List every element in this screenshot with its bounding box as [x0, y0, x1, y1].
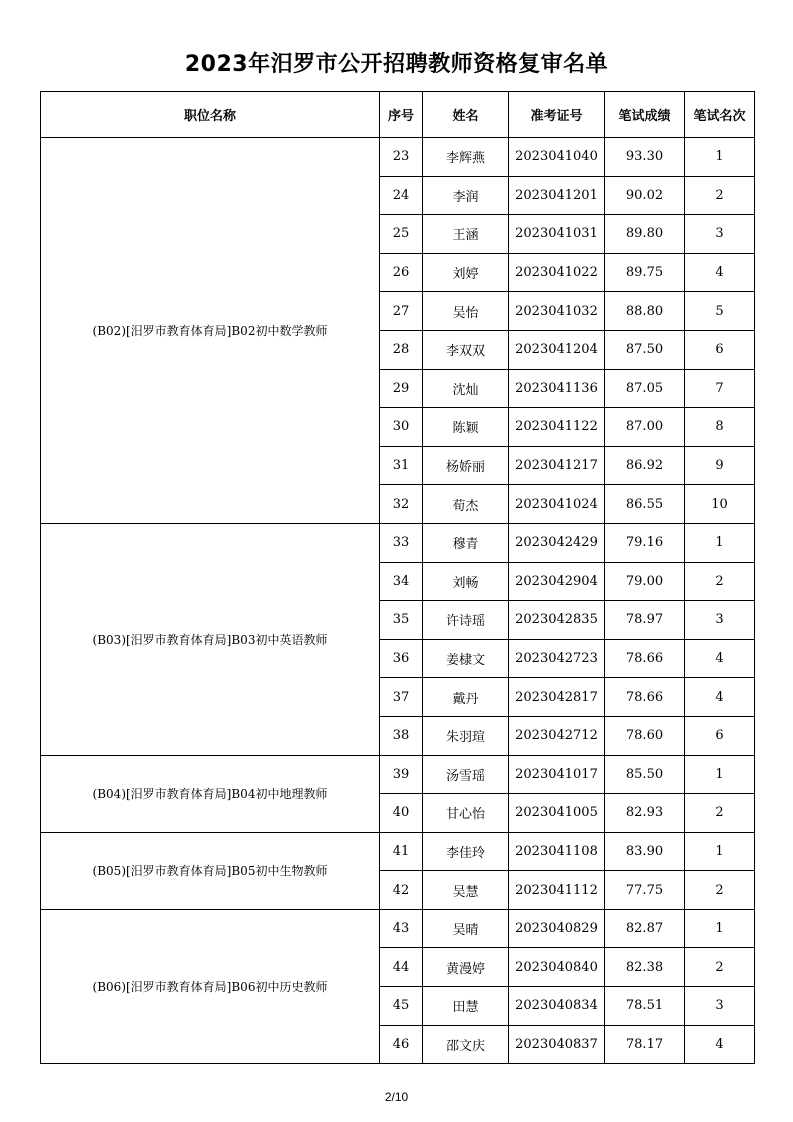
cell-seq: 43 [380, 909, 423, 948]
cell-ticket: 2023041031 [509, 215, 605, 254]
cell-rank: 1 [685, 523, 755, 562]
cell-rank: 1 [685, 909, 755, 948]
cell-score: 85.50 [605, 755, 685, 794]
cell-name: 李辉燕 [423, 138, 509, 177]
cell-rank: 2 [685, 871, 755, 910]
cell-seq: 27 [380, 292, 423, 331]
cell-rank: 1 [685, 832, 755, 871]
table-row [41, 523, 755, 562]
cell-name: 田慧 [423, 987, 509, 1026]
cell-score: 89.75 [605, 253, 685, 292]
cell-rank: 4 [685, 253, 755, 292]
cell-rank: 10 [685, 485, 755, 524]
cell-rank: 4 [685, 678, 755, 717]
cell-ticket: 2023041122 [509, 408, 605, 447]
cell-ticket: 2023042723 [509, 639, 605, 678]
header-position: 职位名称 [41, 92, 380, 138]
cell-seq: 29 [380, 369, 423, 408]
cell-score: 86.55 [605, 485, 685, 524]
cell-rank: 9 [685, 446, 755, 485]
cell-ticket: 2023042817 [509, 678, 605, 717]
cell-seq: 36 [380, 639, 423, 678]
cell-seq: 45 [380, 987, 423, 1026]
cell-ticket: 2023040837 [509, 1025, 605, 1064]
cell-name: 许诗瑶 [423, 601, 509, 640]
cell-score: 87.50 [605, 330, 685, 369]
table-body [41, 138, 755, 1064]
cell-rank: 3 [685, 215, 755, 254]
header-seq: 序号 [380, 92, 423, 138]
cell-seq: 46 [380, 1025, 423, 1064]
cell-ticket: 2023041204 [509, 330, 605, 369]
header-name: 姓名 [423, 92, 509, 138]
cell-name: 吴晴 [423, 909, 509, 948]
cell-score: 78.17 [605, 1025, 685, 1064]
cell-score: 87.00 [605, 408, 685, 447]
review-list-table [40, 91, 755, 1064]
cell-rank: 6 [685, 330, 755, 369]
cell-rank: 1 [685, 755, 755, 794]
cell-score: 82.38 [605, 948, 685, 987]
cell-ticket: 2023041040 [509, 138, 605, 177]
cell-ticket: 2023041017 [509, 755, 605, 794]
cell-seq: 25 [380, 215, 423, 254]
cell-rank: 6 [685, 716, 755, 755]
cell-seq: 28 [380, 330, 423, 369]
table-row [41, 832, 755, 871]
cell-seq: 39 [380, 755, 423, 794]
header-ticket: 准考证号 [509, 92, 605, 138]
cell-position: (B05)[汨罗市教育体育局]B05初中生物教师 [41, 832, 380, 909]
cell-name: 杨娇丽 [423, 446, 509, 485]
cell-score: 78.66 [605, 678, 685, 717]
cell-score: 89.80 [605, 215, 685, 254]
cell-seq: 38 [380, 716, 423, 755]
cell-rank: 1 [685, 138, 755, 177]
cell-name: 陈颖 [423, 408, 509, 447]
cell-name: 荀杰 [423, 485, 509, 524]
cell-rank: 2 [685, 176, 755, 215]
cell-name: 李双双 [423, 330, 509, 369]
cell-ticket: 2023041024 [509, 485, 605, 524]
cell-name: 姜棣文 [423, 639, 509, 678]
cell-rank: 4 [685, 639, 755, 678]
cell-score: 83.90 [605, 832, 685, 871]
cell-rank: 3 [685, 987, 755, 1026]
cell-ticket: 2023042904 [509, 562, 605, 601]
cell-ticket: 2023041022 [509, 253, 605, 292]
cell-seq: 40 [380, 794, 423, 833]
cell-score: 79.00 [605, 562, 685, 601]
cell-seq: 44 [380, 948, 423, 987]
cell-ticket: 2023042429 [509, 523, 605, 562]
cell-name: 穆青 [423, 523, 509, 562]
cell-ticket: 2023041201 [509, 176, 605, 215]
cell-ticket: 2023042835 [509, 601, 605, 640]
cell-score: 77.75 [605, 871, 685, 910]
cell-seq: 37 [380, 678, 423, 717]
cell-seq: 23 [380, 138, 423, 177]
table-row [41, 909, 755, 948]
cell-seq: 42 [380, 871, 423, 910]
cell-score: 82.87 [605, 909, 685, 948]
cell-score: 82.93 [605, 794, 685, 833]
cell-position: (B06)[汨罗市教育体育局]B06初中历史教师 [41, 909, 380, 1063]
cell-name: 李佳玲 [423, 832, 509, 871]
cell-rank: 5 [685, 292, 755, 331]
cell-name: 邵文庆 [423, 1025, 509, 1064]
cell-ticket: 2023042712 [509, 716, 605, 755]
cell-score: 87.05 [605, 369, 685, 408]
cell-ticket: 2023041108 [509, 832, 605, 871]
cell-rank: 8 [685, 408, 755, 447]
cell-score: 78.60 [605, 716, 685, 755]
cell-seq: 31 [380, 446, 423, 485]
cell-name: 戴丹 [423, 678, 509, 717]
cell-name: 吴怡 [423, 292, 509, 331]
cell-name: 沈灿 [423, 369, 509, 408]
page-title: 2023年汨罗市公开招聘教师资格复审名单 [184, 52, 609, 77]
cell-name: 王涵 [423, 215, 509, 254]
cell-ticket: 2023041136 [509, 369, 605, 408]
cell-rank: 2 [685, 948, 755, 987]
cell-name: 甘心怡 [423, 794, 509, 833]
cell-score: 78.97 [605, 601, 685, 640]
cell-name: 黄漫婷 [423, 948, 509, 987]
table-header-row [41, 92, 755, 138]
cell-rank: 4 [685, 1025, 755, 1064]
cell-ticket: 2023041005 [509, 794, 605, 833]
cell-position: (B04)[汨罗市教育体育局]B04初中地理教师 [41, 755, 380, 832]
cell-score: 78.66 [605, 639, 685, 678]
cell-name: 朱羽瑄 [423, 716, 509, 755]
cell-seq: 30 [380, 408, 423, 447]
cell-score: 88.80 [605, 292, 685, 331]
cell-ticket: 2023040829 [509, 909, 605, 948]
cell-seq: 24 [380, 176, 423, 215]
cell-score: 90.02 [605, 176, 685, 215]
page-number: 2/10 [384, 1090, 409, 1104]
cell-seq: 33 [380, 523, 423, 562]
cell-ticket: 2023041032 [509, 292, 605, 331]
cell-score: 78.51 [605, 987, 685, 1026]
cell-score: 86.92 [605, 446, 685, 485]
cell-position: (B03)[汨罗市教育体育局]B03初中英语教师 [41, 523, 380, 755]
cell-name: 汤雪瑶 [423, 755, 509, 794]
cell-seq: 32 [380, 485, 423, 524]
cell-ticket: 2023040840 [509, 948, 605, 987]
header-rank: 笔试名次 [685, 92, 755, 138]
cell-rank: 7 [685, 369, 755, 408]
cell-position: (B02)[汨罗市教育体育局]B02初中数学教师 [41, 138, 380, 524]
cell-score: 79.16 [605, 523, 685, 562]
cell-seq: 34 [380, 562, 423, 601]
cell-rank: 2 [685, 794, 755, 833]
cell-rank: 3 [685, 601, 755, 640]
cell-ticket: 2023040834 [509, 987, 605, 1026]
cell-ticket: 2023041112 [509, 871, 605, 910]
cell-seq: 41 [380, 832, 423, 871]
table-row [41, 755, 755, 794]
cell-rank: 2 [685, 562, 755, 601]
cell-name: 刘婷 [423, 253, 509, 292]
header-score: 笔试成绩 [605, 92, 685, 138]
cell-name: 吴慧 [423, 871, 509, 910]
cell-seq: 35 [380, 601, 423, 640]
cell-ticket: 2023041217 [509, 446, 605, 485]
cell-name: 李润 [423, 176, 509, 215]
table-row [41, 138, 755, 177]
cell-score: 93.30 [605, 138, 685, 177]
cell-seq: 26 [380, 253, 423, 292]
cell-name: 刘畅 [423, 562, 509, 601]
